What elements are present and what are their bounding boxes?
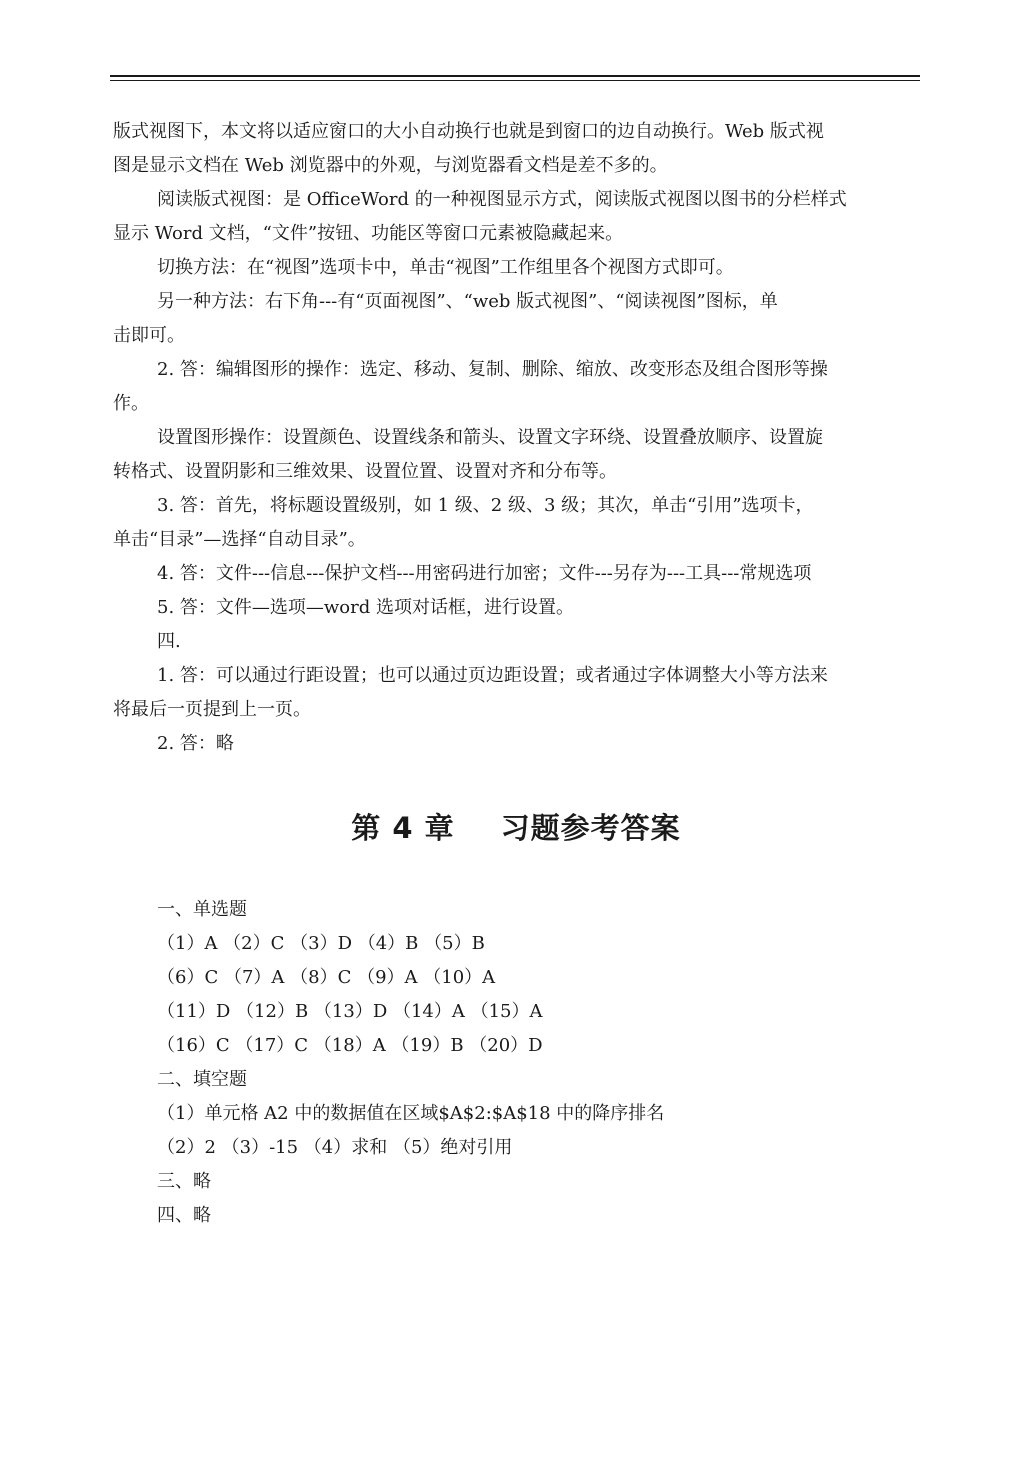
body-line: 击即可。 — [113, 325, 185, 346]
choice-row: （11）D （12）B （13）D （14）A （15）A — [157, 1001, 543, 1022]
body-line: 设置图形操作：设置颜色、设置线条和箭头、设置文字环绕、设置叠放顺序、设置旋 — [157, 427, 823, 448]
body-line: 显示 Word 文档，“文件”按钮、功能区等窗口元素被隐藏起来。 — [113, 223, 624, 244]
section-heading: 二、填空题 — [157, 1069, 247, 1090]
body-line: 1. 答：可以通过行距设置；也可以通过页边距设置；或者通过字体调整大小等方法来 — [157, 665, 828, 686]
body-line: 版式视图下，本文将以适应窗口的大小自动换行也就是到窗口的边自动换行。Web 版式视 — [113, 121, 824, 142]
header-rule-thick — [110, 75, 920, 77]
answer-section — [157, 893, 877, 1233]
body-line: 转格式、设置阴影和三维效果、设置位置、设置对齐和分布等。 — [113, 461, 617, 482]
choice-row: （1）A （2）C （3）D （4）B （5）B — [157, 933, 485, 954]
body-line: 单击“目录”—选择“自动目录”。 — [113, 529, 366, 550]
chapter-number: 第 4 章 — [351, 811, 455, 845]
body-line: 2. 答：编辑图形的操作：选定、移动、复制、删除、缩放、改变形态及组合图形等操 — [157, 359, 828, 380]
body-line: 将最后一页提到上一页。 — [113, 699, 311, 720]
body-line: 4. 答：文件---信息---保护文档---用密码进行加密；文件---另存为---工具---常规选项 — [157, 563, 812, 584]
body-line: 5. 答：文件—选项—word 选项对话框，进行设置。 — [157, 597, 574, 618]
body-line: 图是显示文档在 Web 浏览器中的外观，与浏览器看文档是差不多的。 — [113, 155, 668, 176]
chapter-heading — [0, 806, 1032, 847]
body-line: 2. 答：略 — [157, 733, 234, 754]
section-heading: 三、略 — [157, 1171, 211, 1192]
body-text — [113, 115, 919, 761]
body-line: 阅读版式视图：是 OfficeWord 的一种视图显示方式，阅读版式视图以图书的分栏样式 — [157, 189, 847, 210]
choice-row: （16）C （17）C （18）A （19）B （20）D — [157, 1035, 543, 1056]
choice-row: （6）C （7）A （8）C （9）A （10）A — [157, 967, 496, 988]
body-line: 四. — [157, 631, 181, 652]
body-line: 另一种方法：右下角---有“页面视图”、“web 版式视图”、“阅读视图”图标，单 — [157, 291, 778, 312]
fill-row: （1）单元格 A2 中的数据值在区域$A$2:$A$18 中的降序排名 — [157, 1103, 665, 1124]
body-line: 3. 答：首先，将标题设置级别，如 1 级、2 级、3 级；其次，单击“引用”选项卡， — [157, 495, 814, 516]
body-line: 作。 — [113, 393, 149, 414]
section-heading: 一、单选题 — [157, 899, 247, 920]
header-rule-thin — [110, 80, 920, 81]
section-heading: 四、略 — [157, 1205, 211, 1226]
body-line: 切换方法：在“视图”选项卡中，单击“视图”工作组里各个视图方式即可。 — [157, 257, 734, 278]
chapter-title: 习题参考答案 — [500, 811, 681, 845]
fill-row: （2）2 （3）-15 （4）求和 （5）绝对引用 — [157, 1137, 513, 1158]
